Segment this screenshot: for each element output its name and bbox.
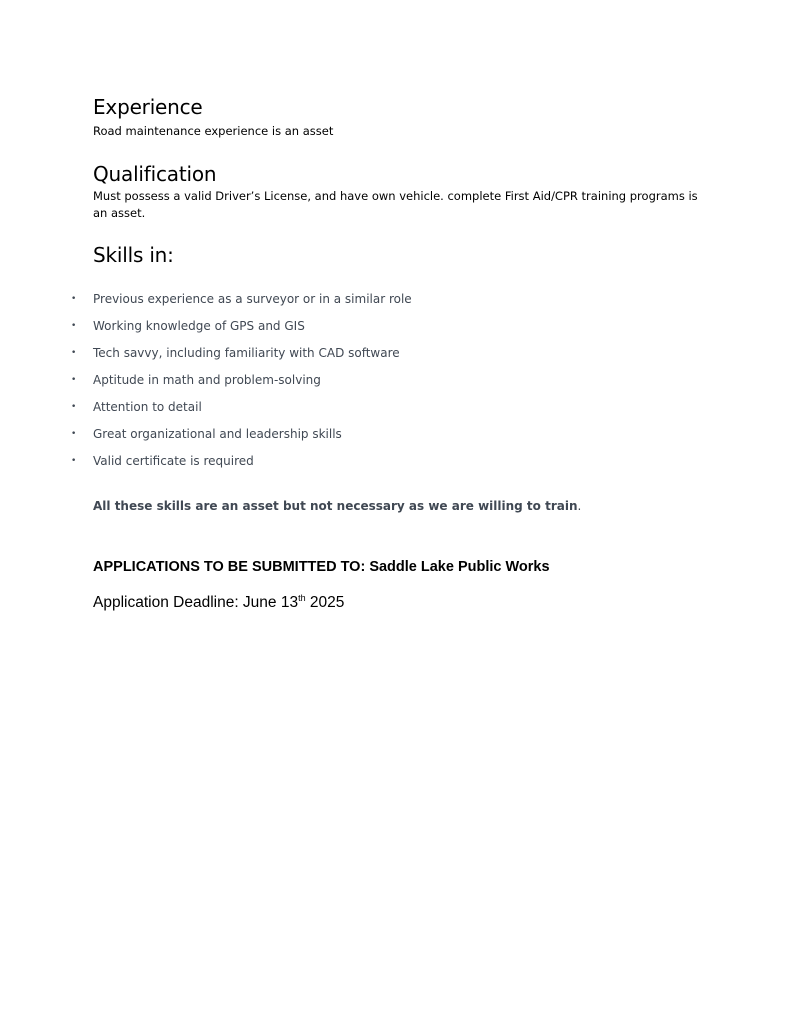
skill-text: Aptitude in math and problem-solving (93, 373, 321, 387)
bullet-icon: • (71, 294, 77, 304)
skills-list (0, 290, 700, 479)
list-item (0, 452, 700, 479)
list-item (0, 317, 700, 344)
list-item (0, 425, 700, 452)
bullet-icon: • (71, 456, 77, 466)
list-item (0, 398, 700, 425)
skill-text: Attention to detail (93, 400, 202, 414)
list-item (0, 344, 700, 371)
bullet-icon: • (71, 321, 77, 331)
experience-heading: Experience (93, 95, 203, 119)
bullet-icon: • (71, 375, 77, 385)
bullet-icon: • (71, 348, 77, 358)
skill-text: Previous experience as a surveyor or in a similar role (93, 292, 412, 306)
deadline-year: 2025 (305, 593, 345, 611)
applications-line: APPLICATIONS TO BE SUBMITTED TO: Saddle Lake Public Works (93, 558, 550, 575)
skills-heading: Skills in: (93, 243, 174, 267)
skill-text: Working knowledge of GPS and GIS (93, 319, 305, 333)
skills-note (93, 499, 581, 513)
skill-text: Great organizational and leadership skills (93, 427, 342, 441)
bullet-icon: • (71, 402, 77, 412)
skill-text: Tech savvy, including familiarity with CAD software (93, 346, 400, 360)
bullet-icon: • (71, 429, 77, 439)
application-deadline (93, 594, 344, 612)
deadline-ordinal-suffix: th (298, 592, 306, 603)
list-item (0, 290, 700, 317)
experience-text: Road maintenance experience is an asset (93, 124, 334, 138)
qualification-text: Must possess a valid Driver’s License, and have own vehicle. complete First Aid/CPR training programs is an asset. (93, 189, 698, 220)
skills-note-period: . (577, 499, 582, 513)
list-item (0, 371, 700, 398)
skills-note-text: All these skills are an asset but not necessary as we are willing to train (93, 499, 578, 513)
qualification-heading: Qualification (93, 162, 217, 186)
deadline-prefix: Application Deadline: June 13 (93, 593, 299, 611)
skill-text: Valid certificate is required (93, 454, 254, 468)
